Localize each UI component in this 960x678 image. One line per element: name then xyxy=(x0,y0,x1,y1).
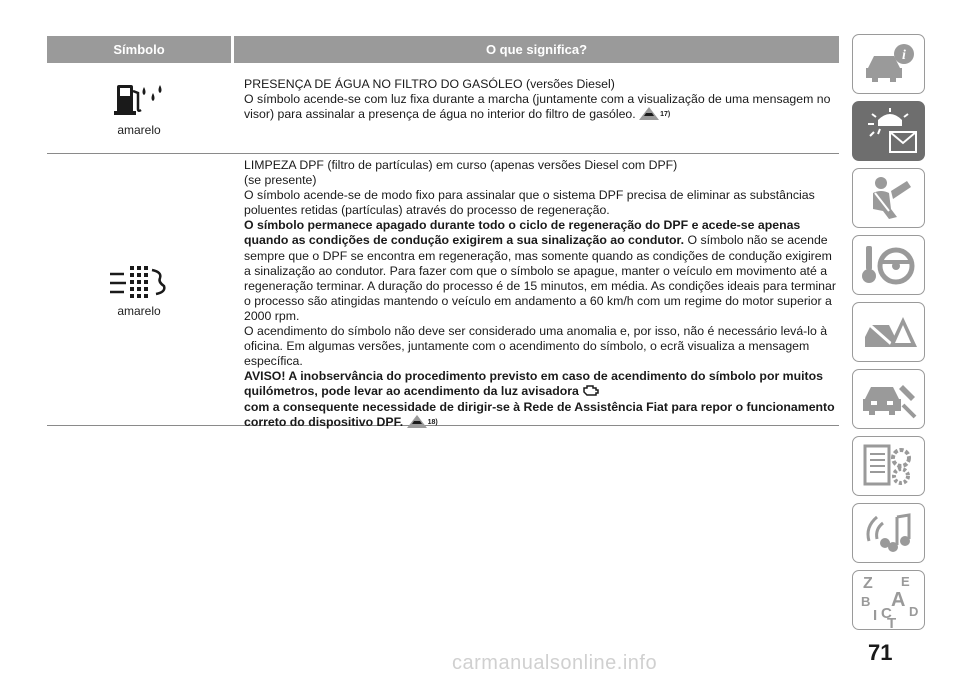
table-header xyxy=(47,36,839,63)
footnote-ref: 18) xyxy=(427,418,438,426)
index-letter: Z xyxy=(862,575,873,592)
tab-maintenance[interactable] xyxy=(852,369,925,429)
page-number: 71 xyxy=(868,640,893,665)
engine-warning-icon xyxy=(582,385,600,396)
meaning-column-header: O que significa? xyxy=(231,36,839,63)
dpf-cleaning-icon xyxy=(110,262,168,300)
index-letter: E xyxy=(900,574,910,589)
symbol-column-header: Símbolo xyxy=(113,42,165,57)
car-maintenance-icon xyxy=(859,377,919,421)
row-paragraph: O símbolo permanece apagado durante todo o ciclo de regeneração do DPF e acede-se apenas quando as condições de condução exigirem a sua sinalização ao condutor. O símbolo não se acende sempre que o DPF se encontra em regeneração, mas somente quando as condições de condução exigirem a sinalização ao condutor. Para fazer com que o símbolo se apague, manter o veículo em movimento até a regeneração terminar. A duração do processo é de 15 minutos, em média. As condições ideais para terminar o processo são atingidas mantendo o veículo em andamento a 60 km/h com um regime do motor superior a 2000 rpm. xyxy=(244,218,836,323)
warning-triangle-icon xyxy=(407,415,427,428)
warning-text: AVISO! A inobservância do procedimento previsto em caso de acendimento do símbolo por muitos quilómetros, pode levar ao acendimento da luz avisadora com a consequente necessidade de dirigir-se à Rede de Assistência Fiat para repor o funcionamento correto do dispositivo DPF. 18) xyxy=(244,369,835,429)
index-letter: B xyxy=(860,594,870,609)
multimedia-icon xyxy=(861,509,917,557)
index-letter: A xyxy=(890,589,905,611)
alphabetical-index-icon xyxy=(857,572,921,628)
row-title: LIMPEZA DPF (filtro de partículas) em curso (apenas versões Diesel com DPF) xyxy=(244,158,678,172)
tab-warning-lights[interactable] xyxy=(852,101,925,161)
row-paragraph: O acendimento do símbolo não deve ser considerado uma anomalia e, por isso, não é necessário levá-lo à oficina. Em algumas versões, juntamente com o acendimento do símbolo, o ecrã visualiza a mensagem específica. xyxy=(244,324,828,369)
symbol-cell xyxy=(47,154,231,425)
symbol-color-label: amarelo xyxy=(117,303,161,318)
index-letter: C xyxy=(880,605,892,622)
index-letter: I xyxy=(872,607,877,624)
row-paragraph: O símbolo acende-se de modo fixo para assinalar que o sistema DPF precisa de eliminar as substâncias poluentes retidas (partículas) através do processo de regeneração. xyxy=(244,188,815,218)
safety-seatbelt-icon xyxy=(863,175,915,221)
svg-text:i: i xyxy=(901,48,906,63)
warning-lights-icon xyxy=(858,106,920,156)
tab-emergency[interactable] xyxy=(852,302,925,362)
car-info-icon xyxy=(860,42,918,86)
steering-key-icon xyxy=(860,242,918,288)
tab-safety[interactable] xyxy=(852,168,925,228)
row-body: O símbolo acende-se com luz fixa durante a marcha (juntamente com a visualização de uma mensagem no visor) para assinalar a presença de água no interior do filtro de gasóleo. 17) xyxy=(244,92,831,122)
chapter-sidebar xyxy=(852,34,925,637)
tab-multimedia[interactable] xyxy=(852,503,925,563)
index-letter: D xyxy=(908,604,918,619)
emergency-triangle-icon xyxy=(859,309,919,355)
meaning-cell xyxy=(231,63,839,153)
meaning-cell xyxy=(231,154,839,429)
tab-index[interactable] xyxy=(852,570,925,630)
symbol-cell xyxy=(47,63,231,153)
warning-triangle-icon xyxy=(639,107,659,120)
footnote-ref: 17) xyxy=(660,111,671,119)
table-row xyxy=(47,154,839,429)
table-row xyxy=(47,63,839,154)
tab-technical-data[interactable] xyxy=(852,436,925,496)
watermark: carmanualsonline.info xyxy=(452,652,658,674)
index-letter: T xyxy=(886,615,896,628)
technical-data-icon xyxy=(861,442,917,490)
row-subtitle: (se presente) xyxy=(244,173,317,188)
row-title: PRESENÇA DE ÁGUA NO FILTRO DO GASÓLEO (versões Diesel) xyxy=(244,77,615,91)
warning-lights-table xyxy=(47,36,839,429)
tab-car-info[interactable] xyxy=(852,34,925,94)
tab-starting-driving[interactable] xyxy=(852,235,925,295)
symbol-color-label: amarelo xyxy=(117,123,161,137)
water-in-fuel-icon xyxy=(114,79,164,119)
